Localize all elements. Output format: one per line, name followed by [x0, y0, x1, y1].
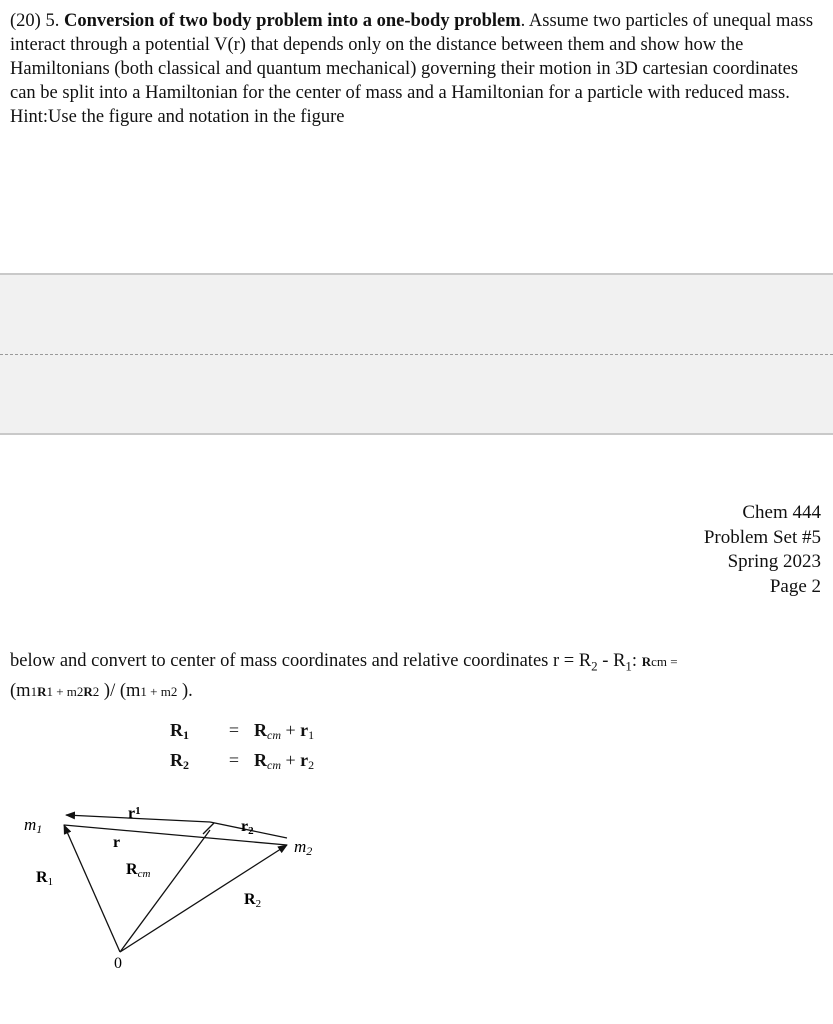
- sub: 2: [591, 658, 598, 674]
- label-m2: m2: [294, 837, 313, 858]
- eq1-lhs: [170, 718, 214, 748]
- bold-R: R: [83, 683, 93, 699]
- R2-vector: [120, 845, 287, 952]
- term: Spring 2023: [727, 551, 821, 572]
- rcm-sub: cm: [651, 654, 667, 669]
- continuation-line1: below and convert to center of mass coordinates and relative coordinates r = R: [10, 651, 592, 671]
- equation-row-2: [170, 748, 314, 778]
- sub: 1: [46, 683, 53, 699]
- label-r: r: [113, 834, 121, 851]
- R1-vector: [64, 825, 120, 952]
- text-fragment: + m: [52, 683, 77, 699]
- sub: 1: [30, 683, 38, 699]
- text-fragment: - R: [597, 651, 626, 671]
- label-r1: $r^1$: [128, 805, 141, 822]
- eq2-lhs-symbol: R: [170, 750, 183, 770]
- eq1-r: r: [300, 720, 309, 740]
- label-R2: R2: [244, 891, 262, 910]
- bold-R: R: [37, 683, 47, 699]
- label-m1: m1: [24, 815, 43, 836]
- text-fragment: (m: [10, 680, 31, 701]
- continuation-text: [10, 649, 826, 704]
- label-R1: R1: [36, 869, 54, 888]
- course-name: Chem 444: [742, 502, 821, 523]
- eq2-plus: +: [281, 750, 301, 770]
- page-number: Page 2: [769, 575, 821, 597]
- text-fragment: ).: [177, 680, 193, 701]
- eq1-plus: +: [281, 720, 301, 740]
- problem-statement: [10, 9, 826, 129]
- Rcm-vector: [120, 830, 210, 952]
- rcm-symbol: R: [641, 654, 652, 669]
- eq2-lhs: [170, 748, 214, 778]
- text-fragment: =: [666, 654, 678, 669]
- sub: 2: [76, 683, 84, 699]
- eq2-rhs: [254, 748, 314, 778]
- label-origin: 0: [114, 955, 122, 972]
- eq1-equals: =: [228, 720, 240, 740]
- eq2-rcm: R: [254, 750, 267, 770]
- eq1-r-sub: 1: [308, 728, 315, 742]
- text-fragment: + m: [146, 683, 171, 699]
- problem-text: . Assume two particles of unequal mass interact through a potential V(r) that depends only on the distance between them and show how the Hamiltonians (both classical and quantum mechanical) governing their motion in 3D cartesian coordinates can be split into a Hamiltonian for the center of mass and a Hamiltonian for a particle with reduced mass. Hint:Use the figure and notation in the figure: [10, 11, 814, 127]
- text-fragment: :: [631, 651, 642, 671]
- two-body-diagram: [0, 790, 400, 980]
- label-r2: r2: [241, 818, 254, 837]
- eq1-lhs-symbol: R: [170, 720, 183, 740]
- page-header: [704, 501, 821, 599]
- problem-points: (20): [10, 11, 41, 31]
- problem-set: Problem Set #5: [703, 526, 821, 548]
- eq2-r: r: [300, 750, 309, 770]
- problem-title: Conversion of two body problem into a one-body problem: [63, 11, 521, 31]
- problem-number: 5.: [45, 11, 60, 31]
- page-break-dashed-line: [0, 354, 833, 355]
- coordinate-equations: [170, 718, 314, 778]
- label-rcm: Rcm: [126, 861, 151, 880]
- eq1-rcm-sub: cm: [267, 728, 281, 742]
- equation-row-1: [170, 718, 314, 748]
- eq2-r-sub: 2: [308, 758, 315, 772]
- text-fragment: )/ (m: [99, 680, 141, 701]
- sub: 2: [170, 683, 178, 699]
- sub: 1: [140, 683, 147, 699]
- eq1-lhs-sub: 1: [183, 728, 189, 742]
- sub: 2: [92, 683, 100, 699]
- eq2-lhs-sub: 2: [183, 758, 189, 772]
- eq1-rhs: [254, 718, 314, 748]
- eq2-rcm-sub: cm: [267, 758, 281, 772]
- eq2-equals: =: [228, 750, 240, 770]
- eq1-rcm: R: [254, 720, 267, 740]
- page-break: [0, 273, 833, 435]
- sub: 1: [625, 658, 632, 674]
